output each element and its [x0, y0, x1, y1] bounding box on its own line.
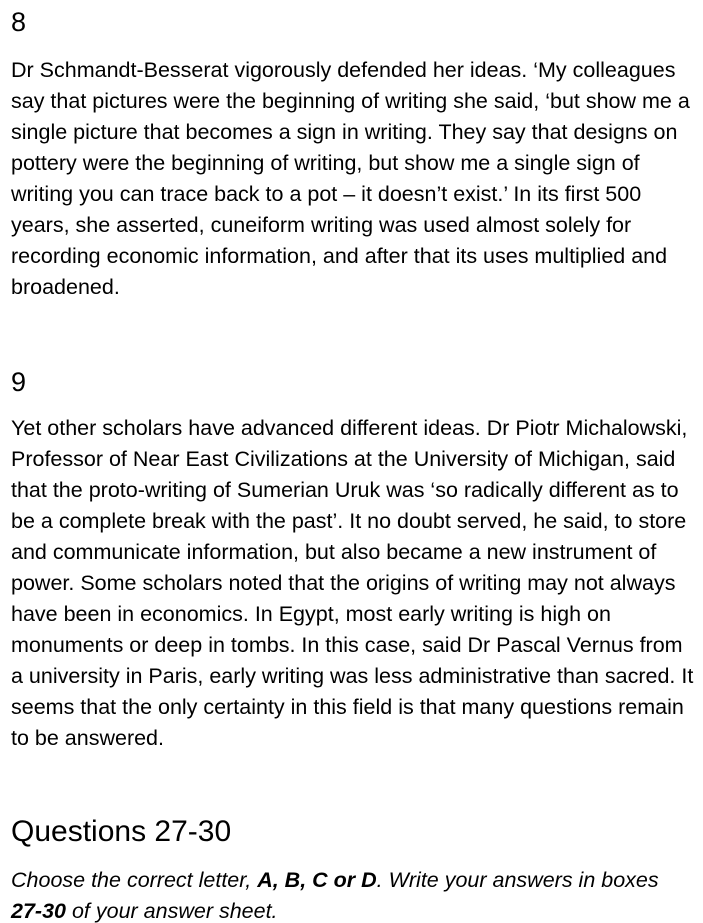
- section-9-paragraph: Yet other scholars have advanced different ideas. Dr Piotr Michalowski, Professor of Near East Civilizations at the University of Michigan, said that the proto-writing of Sumerian Uruk was ‘so radically different as to be a complete break with the past’. It no doubt served, he said, to store and communicate information, but also became a new instrument of power. Some scholars noted that the origins of writing may not always have been in economics. In Egypt, most early writing is high on monuments or deep in tombs. In this case, said Dr Pascal Vernus from a university in Paris, early writing was less administrative than sacred. It seems that the only certainty in this field is that many questions remain to be answered.: [11, 416, 694, 750]
- instruction-text-2: . Write your answers in boxes: [376, 868, 659, 892]
- instruction-letters: A, B, C or D: [257, 868, 377, 892]
- section-number-9: 9: [11, 367, 27, 397]
- instruction-boxes: 27-30: [11, 899, 66, 923]
- section-8-paragraph: Dr Schmandt-Besserat vigorously defended her ideas. ‘My colleagues say that pictures were the beginning of writing she said, ‘but show me a single picture that becomes a sign in writing. They say that designs on pottery were the beginning of writing, but show me a single sign of writing you can trace back to a pot – it doesn’t exist.’ In its first 500 years, she asserted, cuneiform writing was used almost solely for recording economic information, and after that its uses multiplied and broadened.: [11, 58, 690, 299]
- instruction-text-3: of your answer sheet.: [66, 899, 278, 923]
- questions-heading: Questions 27-30: [11, 815, 232, 848]
- section-number-8: 8: [11, 7, 27, 37]
- questions-instructions: [11, 865, 695, 923]
- instruction-text-1: Choose the correct letter,: [11, 868, 258, 892]
